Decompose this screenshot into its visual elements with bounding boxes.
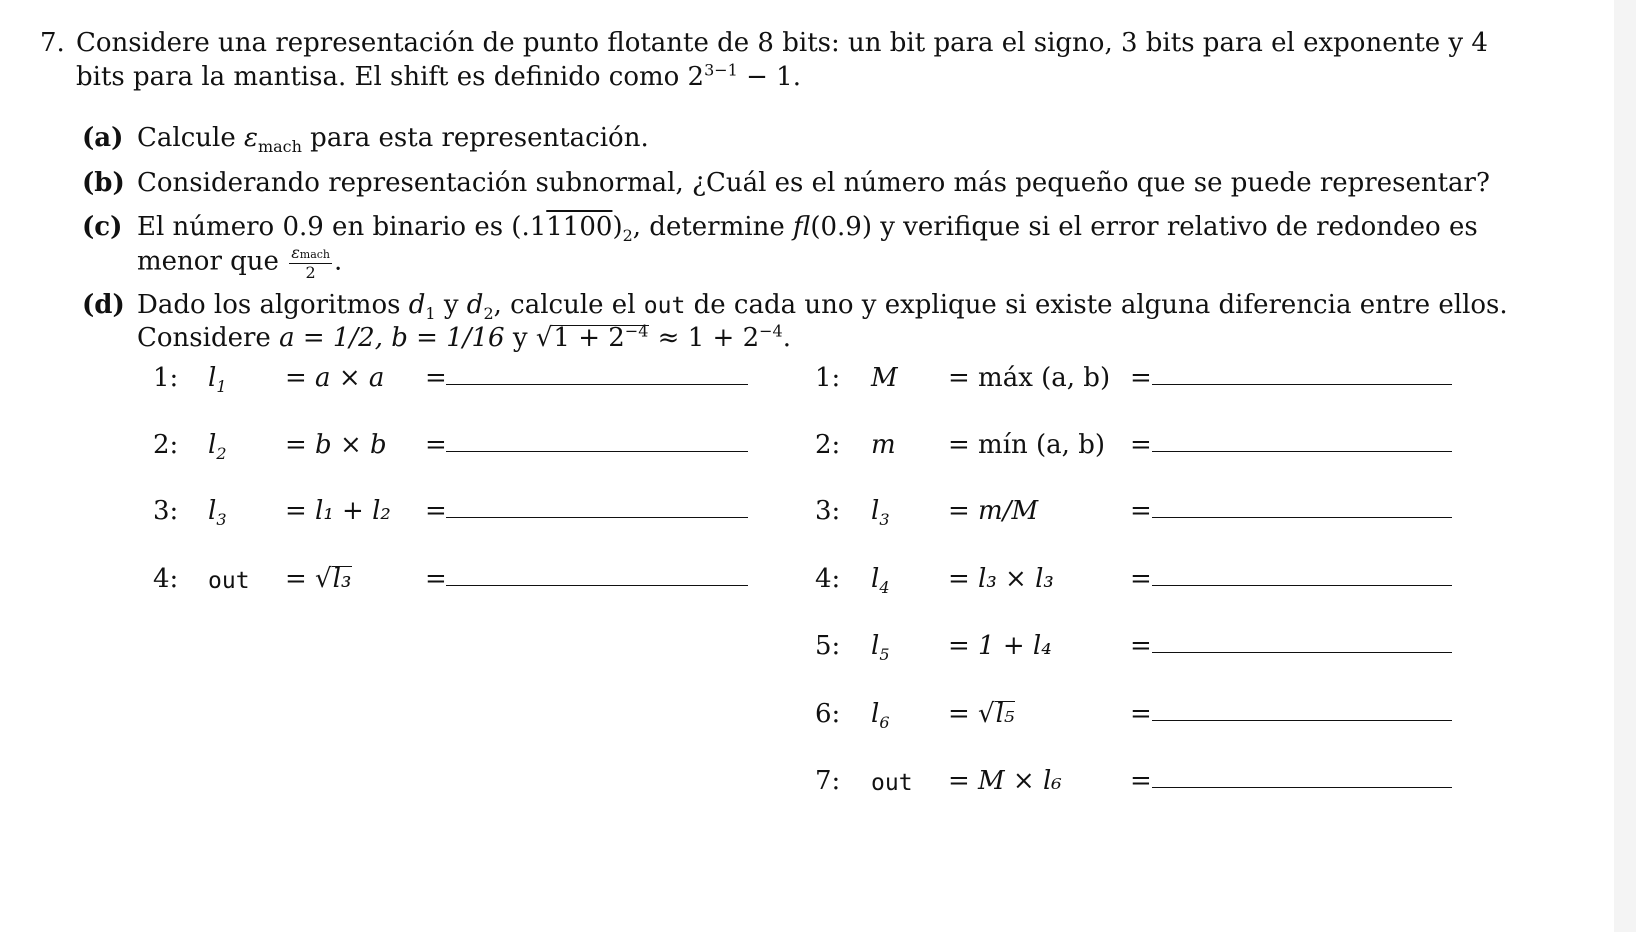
answer-blank[interactable] [446,585,748,586]
part-c-line2: menor que $\frac{\text{εmach}}{2}$ . [137,243,343,282]
alg2-rhs: = M × l₆ [948,766,1062,796]
answer-blank[interactable] [1152,384,1452,385]
problem-intro-line2: bits para la mantisa. El shift es definido como $2^{3-1} - 1$. [76,60,801,92]
alg2-line-number: 2: [815,430,841,460]
alg2-lhs: $l_4$ [871,564,890,598]
alg2-line-number: 3: [815,496,841,526]
alg2-rhs: = m/M [948,496,1039,526]
alg1-rhs-sqrt: = √l₃ [285,564,352,594]
alg1-lhs: $l_2$ [208,430,227,464]
alg2-line-number: 1: [815,363,841,393]
answer-blank[interactable] [1152,451,1452,452]
answer-blank[interactable] [446,451,748,452]
alg2-equals: = [1130,631,1152,661]
alg2-rhs: = 1 + l₄ [948,631,1052,661]
part-a-text: Calcule $\varepsilon_{mach}$ para esta representación. [137,123,649,157]
part-b-label: (b) [82,168,125,198]
alg2-equals: = [1130,699,1152,729]
alg1-line-number: 1: [153,363,179,393]
alg2-lhs: M [871,363,898,393]
problem-intro-line1: Considere una representación de punto flotante de 8 bits: un bit para el signo, 3 bits para el exponente y 4 [76,28,1488,58]
alg1-line-number: 4: [153,564,179,594]
answer-blank[interactable] [1152,787,1452,788]
answer-blank[interactable] [1152,720,1452,721]
alg2-equals: = [1130,766,1152,796]
alg2-equals: = [1130,564,1152,594]
alg2-line-number: 4: [815,564,841,594]
part-c-line1: El número 0.9 en binario es $(.11100)_2$, determine fl(0.9) y verifique si el error relativo de redondeo es [137,212,1478,246]
part-a-label: (a) [82,123,124,153]
alg1-equals: = [425,496,447,526]
part-c-label: (c) [82,212,123,242]
eps-half-fraction: $\frac{\text{εmach}}{2}$ [291,243,331,282]
alg2-rhs-sqrt: = √l₅ [948,699,1015,729]
alg2-rhs: = máx (a, b) [948,363,1111,393]
alg1-rhs: = l₁ + l₂ [285,496,391,526]
alg1-lhs: $l_3$ [208,496,227,530]
alg1-rhs: = a × a [285,363,385,393]
alg2-equals: = [1130,496,1152,526]
alg2-lhs: $l_6$ [871,699,890,733]
problem-number: 7. [40,28,65,58]
alg2-lhs: $l_5$ [871,631,890,665]
alg2-line-number: 5: [815,631,841,661]
alg1-equals: = [425,430,447,460]
alg1-equals: = [425,363,447,393]
answer-blank[interactable] [1152,652,1452,653]
part-d-line2: Considere a = 1/2, b = 1/16 y $√1 + 2^{-4} \approx 1 + 2^{-4}$. [137,321,791,353]
alg1-lhs-out: out [208,568,250,594]
alg2-lhs: m [871,430,896,460]
answer-blank[interactable] [446,517,748,518]
alg2-line-number: 7: [815,766,841,796]
alg2-lhs: $l_3$ [871,496,890,530]
part-d-label: (d) [82,290,125,320]
answer-blank[interactable] [446,384,748,385]
alg1-rhs: = b × b [285,430,387,460]
alg2-equals: = [1130,430,1152,460]
alg2-equals: = [1130,363,1152,393]
page-edge-shadow [1614,0,1636,932]
alg1-equals: = [425,564,447,594]
answer-blank[interactable] [1152,585,1452,586]
alg1-line-number: 3: [153,496,179,526]
answer-blank[interactable] [1152,517,1452,518]
alg1-line-number: 2: [153,430,179,460]
alg1-lhs: $l_1$ [208,363,227,397]
alg2-rhs: = mín (a, b) [948,430,1105,460]
alg2-rhs: = l₃ × l₃ [948,564,1054,594]
alg2-line-number: 6: [815,699,841,729]
alg2-lhs-out: out [871,770,913,796]
part-d-line1: Dado los algoritmos $d_1$ y $d_2$, calcule el out de cada uno y explique si existe alguna diferencia entre ellos. [137,290,1508,324]
part-b-text: Considerando representación subnormal, ¿Cuál es el número más pequeño que se puede representar? [137,168,1490,198]
